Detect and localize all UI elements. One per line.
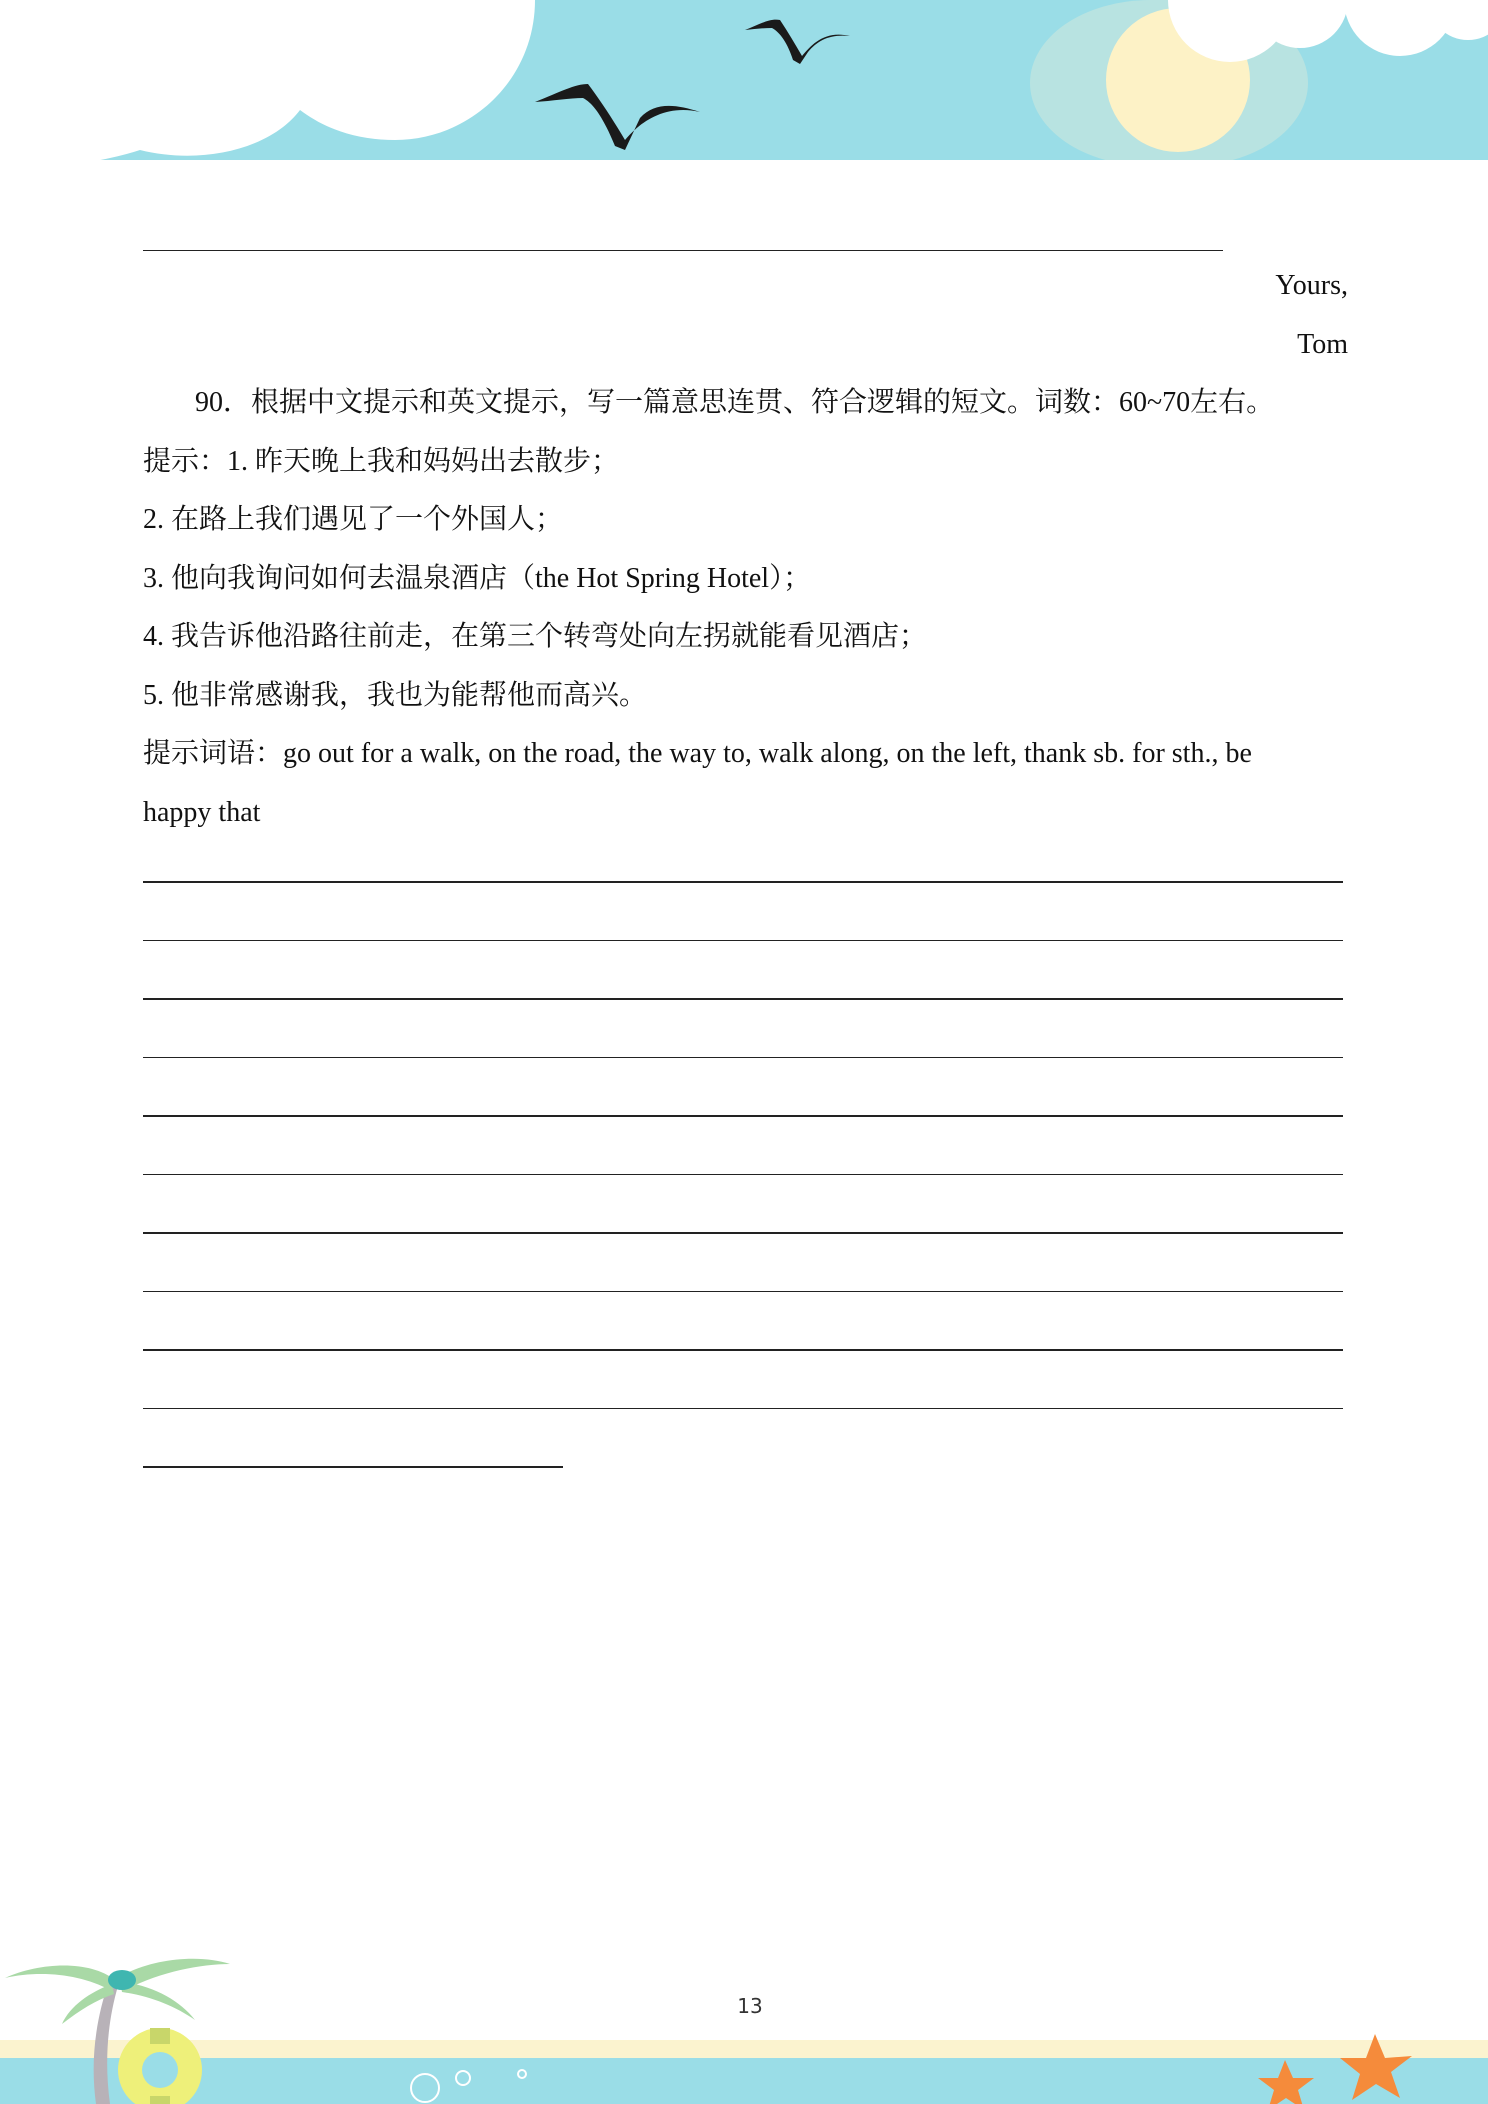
answer-line [143,842,1348,901]
answer-line [143,901,1348,960]
swim-ring-stripe [150,2096,170,2104]
answer-line [143,959,1348,1018]
hint-text: 1. 昨天晚上我和妈妈出去散步； [227,445,620,477]
answer-line [143,1193,1348,1252]
answer-line-short [143,1427,1348,1486]
document-body [143,222,1348,1486]
answer-line [143,1310,1348,1369]
answer-line [143,222,1348,257]
hint-item [143,433,1348,492]
swim-ring-stripe [150,2028,170,2044]
answer-line [143,1135,1348,1194]
header-divider [0,160,1488,166]
coconut-icon [108,1970,136,1990]
hint-item: 3. 他向我询问如何去温泉酒店（the Hot Spring Hotel）； [143,562,812,594]
answer-area [143,842,1348,1486]
hint-item: 2. 在路上我们遇见了一个外国人； [143,504,564,535]
swim-ring-hole [142,2052,178,2088]
answer-line [143,1252,1348,1311]
page-number: 13 [737,1994,763,2018]
letter-salutation: Yours, [1275,270,1348,301]
question-instruction: 90．根据中文提示和英文提示，写一篇意思连贯、符合逻辑的短文。词数：60~70左右。 [195,387,1275,418]
keywords-line: 提示词语：go out for a walk, on the road, the way to, walk along, on the left, thank sb. for sth., be [143,738,1252,769]
hints-label: 提示： [143,445,228,477]
answer-line [143,1018,1348,1077]
header-banner [0,0,1488,166]
hint-item: 5. 他非常感谢我，我也为能帮他而高兴。 [143,679,648,711]
hint-item: 4. 我告诉他沿路往前走，在第三个转弯处向左拐就能看见酒店； [143,621,928,652]
sky-illustration [0,0,1488,166]
answer-line [143,1369,1348,1428]
letter-signature: Tom [1297,328,1348,360]
answer-line [143,1076,1348,1135]
keywords-line-continued: happy that [143,796,261,828]
palm-leaf [5,1966,115,1991]
